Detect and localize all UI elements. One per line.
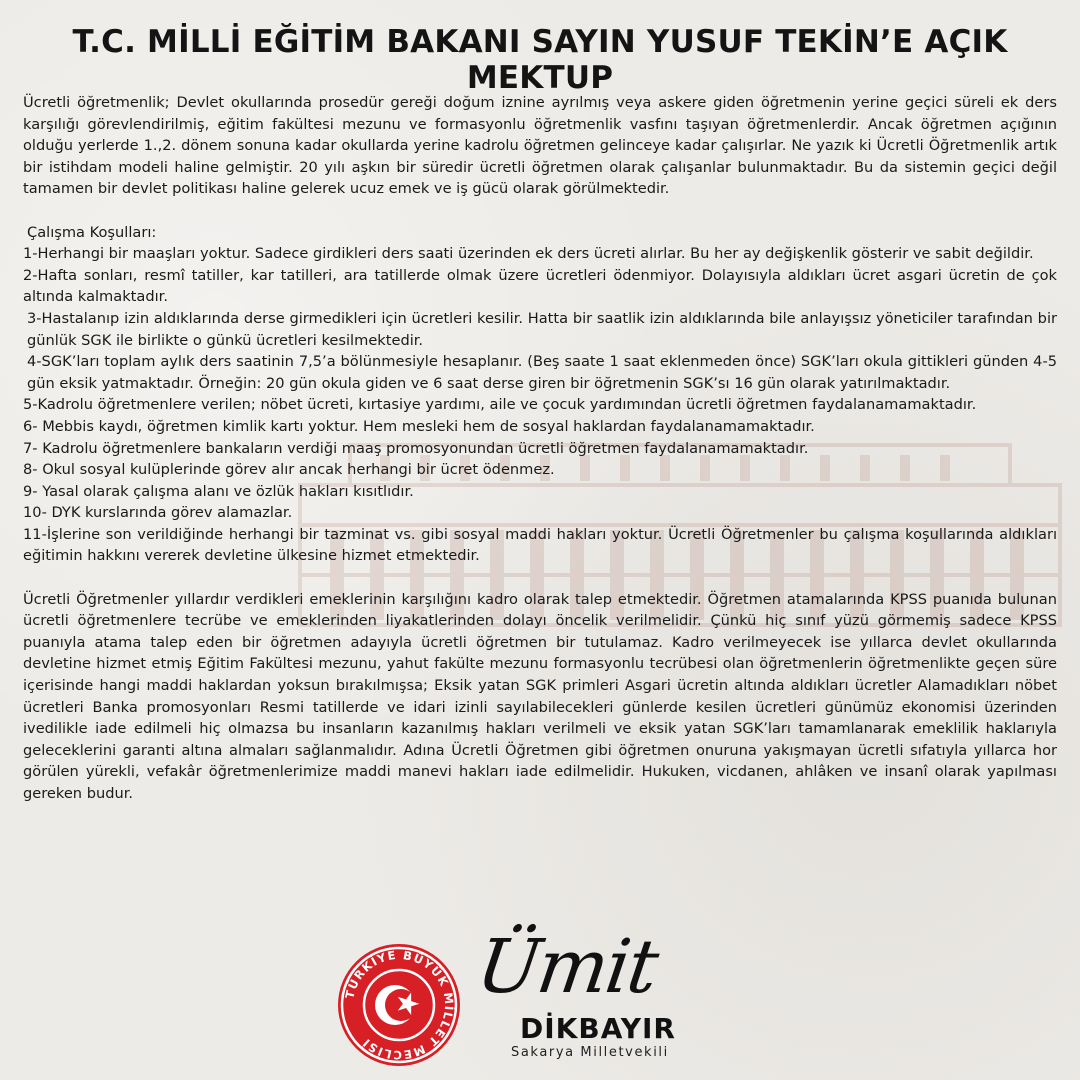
condition-item: 9- Yasal olarak çalışma alanı ve özlük hakları kısıtlıdır. (23, 482, 414, 500)
closing-paragraph: Ücretli Öğretmenler yıllardır verdikleri emeklerinin karşılığını kadro olarak talep etmektedir. Öğretmen atamalarında KPSS puanıda bulunan ücretli öğretmenlere tecrübe ve emeklerinden liyakatlerinden dolayı öncelik verilmelidir. Çünkü hiç sınıf yüzü görmemiş sadece KPSS puanıyla atama talep eden bir öğretmen adayıyla ücretli öğretmen bir tutulamaz. Kadro verilmeyecek ise yıllarca devlet okullarında devletine hizmet etmiş Eğitim Fakültesi mezunu, yahut fakülte mezunu formasyonlu tecrübesi olan öğretmenlerin öğretmenlikte geçen süre içerisinde hangi maddi haklardan yoksun bırakılmışsa; Eksik yatan SGK primleri Asgari ücretin altında aldıkları ücretler Alamadıkları nöbet ücretleri Banka promosyonları Resmi tatillerde ve idari izinli sayılabilecekleri günlerde kesilen ücretleri günümüz ekonomisi üzerinden ivedilikle iade edilmeli hiç olmazsa bu insanların kazanılmış hakları verilmeli ve eksik yatan SGK’ları tamamlanarak emeklilik haklarıyla geleceklerini garanti altına almaları sağlanmalıdır. Adına Ücretli Öğretmen gibi öğretmen onuruna yakışmayan ücretli sıfatıyla yıllarca hor görülen yürekli, vefakâr öğretmenlerimize maddi manevi hakları iade edilmelidir. Hukuken, vicdanen, ahlâken ve insanî olarak yapılması gereken budur. (23, 590, 1057, 802)
condition-item: 5-Kadrolu öğretmenlere verilen; nöbet ücreti, kırtasiye yardımı, aile ve çocuk yardımından ücretli öğretmen faydalanamamaktadır. (23, 396, 977, 414)
condition-item: 1-Herhangi bir maaşları yoktur. Sadece girdikleri ders saati üzerinden ek ders ücreti alırlar. Bu her ay değişkenlik gösterir ve sabit değildir. (23, 245, 1034, 263)
condition-item: 8- Okul sosyal kulüplerinde görev alır ancak herhangi bir ücret ödenmez. (23, 461, 555, 479)
page-title: T.C. MİLLİ EĞİTİM BAKANI SAYIN YUSUF TEKİN’E AÇIK MEKTUP (72, 24, 1008, 96)
condition-item: 4-SGK’ları toplam aylık ders saatinin 7,5’a bölünmesiyle hesaplanır. (Beş saate 1 saat eklenmeden önce) SGK’ları okula gittikleri günden 4-5 gün eksik yatmaktadır. Örneğin: 20 gün okula giden ve 6 saat derse giren bir öğretmenin SGK’sı 16 gün olarak yatırılmaktadır. (27, 353, 1057, 392)
signature-script: Ümit (471, 924, 662, 1010)
intro-paragraph: Ücretli öğretmenlik; Devlet okullarında prosedür gereği doğum iznine ayrılmış veya askere giden öğretmenin yerine geçici süreli ek ders karşılığı görevlendirilmiş, eğitim fakültesi mezunu ve formasyonlu öğretmenlik vasfını taşıyan öğretmenlerdir. Ancak öğretmen açığının olduğu yerlerde 1.,2. dönem sonuna kadar okullarda yerine kadrolu öğretmen gelinceye kadar çalışırlar. Ne yazık ki Ücretli Öğretmenlik artık bir istihdam modeli haline gelmiştir. 20 yılı aşkın bir süredir ücretli öğretmen olarak çalışanlar bulunmaktadır. Bu da sistemin geçici değil tamamen bir devlet politikası haline gelerek ucuz emek ve iş gücü olarak görülmektedir. (23, 94, 1057, 198)
condition-item: 11-İşlerine son verildiğinde herhangi bir tazminat vs. gibi sosyal maddi hakları yoktur. Ücretli Öğretmenler bu çalışma koşullarında aldıkları eğitimin hakkını vererek devletine ülkesine hizmet etmektedir. (23, 525, 1057, 565)
condition-item: 3-Hastalanıp izin aldıklarında derse girmedikleri için ücretleri kesilir. Hatta bir saatlik izin aldıklarında bile anlayışsız yöneticiler tarafından bir günlük SGK ile birlikte o günkü ücretleri kesilmektedir. (27, 309, 1057, 349)
tbmm-seal-icon (336, 942, 462, 1068)
signature-name: DİKBAYIR (520, 1012, 676, 1045)
condition-item: 6- Mebbis kaydı, öğretmen kimlik kartı yoktur. Hem mesleki hem de sosyal haklardan faydalanamamaktadır. (23, 417, 815, 435)
seal-text: TÜRKİYE BÜYÜK MİLLET MECLİSİ (342, 947, 457, 1063)
condition-item: 10- DYK kurslarında görev alamazlar. (23, 504, 293, 522)
paragraph-gap (23, 200, 1057, 222)
condition-item: 7- Kadrolu öğretmenlere bankaların verdiği maaş promosyonundan ücretli öğretmen faydalanamamaktadır. (23, 439, 809, 457)
condition-item: 2-Hafta sonları, resmî tatiller, kar tatilleri, ara tatillerde olmak üzere ücretleri ödenmiyor. Dolayısıyla aldıkları ücret asgari ücretin de çok altında kalmaktadır. (23, 266, 1057, 306)
letter-body (23, 92, 1057, 805)
conditions-heading: Çalışma Koşulları: (27, 223, 157, 241)
signature-role: Sakarya Milletvekili (511, 1045, 669, 1060)
paragraph-gap (23, 567, 1057, 589)
